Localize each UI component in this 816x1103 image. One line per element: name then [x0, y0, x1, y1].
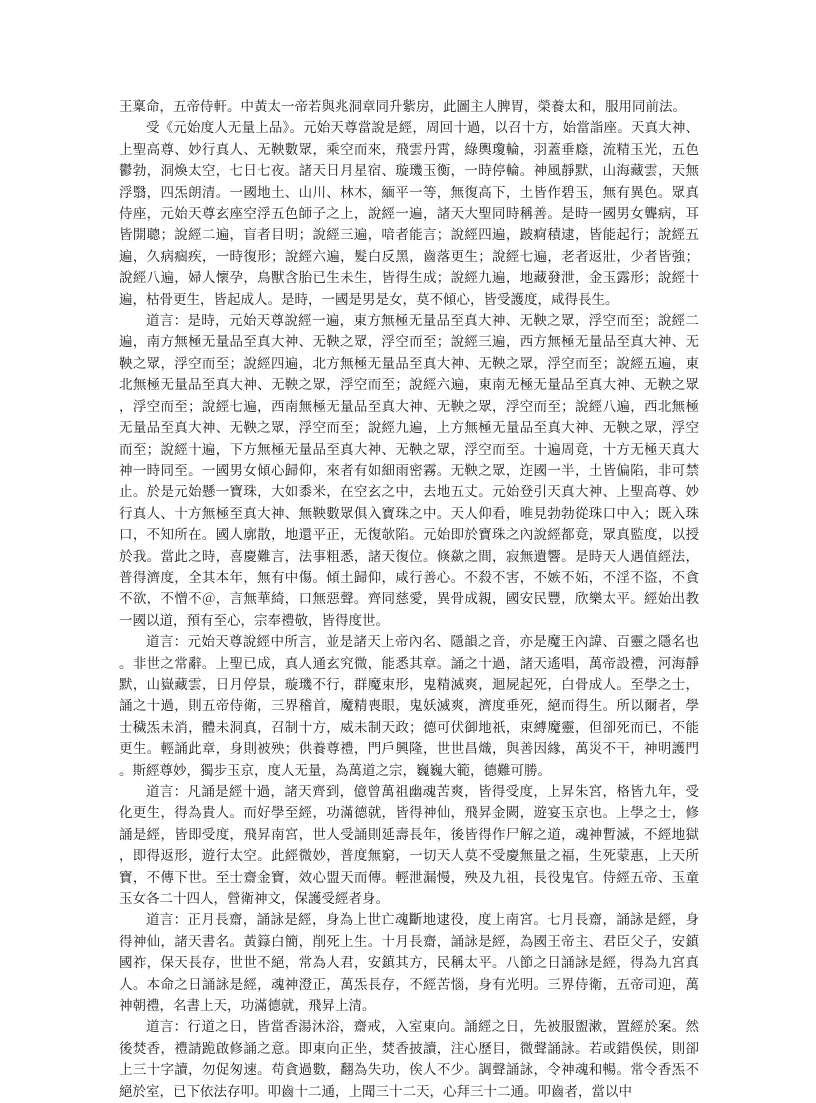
paragraph-6: 道言：正月長齋，誦詠是經，身為上世亡魂斷地逮役，度上南宮。七月長齋，誦詠是經，身得神仙，諸天書名。黃籙白簡，削死上生。十月長齋，誦詠是經，為國王帝主、君臣父子，安鎮國祚，保天長存，世世不絕，常為人君，安鎮其方，民稱太平。八節之日誦詠是經，得為九宮真人。本命之日誦詠是經，魂神澄正，萬炁長存，不經苦惱，身有光明。三界侍衛，五帝司迎，萬神朝禮，名書上天，功滿德就，飛昇上清。	[119, 912, 699, 1015]
document-body	[119, 97, 699, 1103]
paragraph-3: 道言：是時，元始天尊說經一遍，東方無極无量品至真大神、无鞅之眾，浮空而至；說經二遍，南方無極无量品至真大神、无鞅之眾，浮空而至；說經三遍，西方無極无量品至真大神、无鞅之眾，浮空而至；說經四遍，北方無極无量品至真大神、无鞅之眾，浮空而至；說經五遍，東北無極无量品至真大神、无鞅之眾，浮空而至；說經六遍，東南无極无量品至真大神、无鞅之眾，浮空而至；說經七遍，西南無極无量品至真大神、无鞅之眾，浮空而至；說經八遍，西北無極无量品至真大神、无鞅之眾，浮空而至；說經九遍，上方無極无量品至真大神、无鞅之眾，浮空而至；說經十遍，下方無極无量品至真大神、无鞅之眾，浮空而至。十遍周竟，十方无極天真大神一時同至。一國男女傾心歸仰，來者有如細雨密霧。无鞅之眾，迮國一半，土皆偏陷，非可禁止。於是元始懸一寶珠，大如黍米，在空玄之中，去地五丈。元始登引天真大神、上聖高尊、妙行真人、十方無極至真大神、無鞅數眾俱入寶珠之中。天人仰看，唯見勃勃從珠口中入；既入珠口，不知所在。國人廓散，地還平正，无復欹陷。元始即於寶珠之內說經都竟，眾真監度，以授於我。當此之時，喜慶難言，法事粗悉，諸天復位。倏歘之間，寂無遺響。是時天人遇值經法，普得濟度，全其本年，無有中傷。傾土歸仰，咸行善心。不殺不害，不嫉不妬，不淫不盜，不貪不欲，不憎不＠，言無華綺，口無惡聲。齊同慈愛，異骨成親，國安民豐，欣樂太平。經始出教一國以道，預有至心，宗奉禮敬，皆得度世。	[119, 313, 699, 629]
paragraph-1: 王稟命，五帝侍軒。中黃太一帝若與兆洞章同升紫房，此圖主人脾胃，榮養太和，服用同前法。	[119, 99, 686, 115]
paragraph-5: 道言：凡誦是經十過，諸天齊到，億曾萬祖幽魂苦爽，皆得受度，上昇朱宮，格皆九年，受化更生，得為貴人。而好學至經，功滿德就，皆得神仙，飛昇金闕，遊宴玉京也。上學之士，修誦是經，皆即受度，飛昇南宮，世人受誦則延壽長年，後皆得作尸解之道，魂神暫滅，不經地獄，即得返形，遊行太空。此經微妙，普度無窮，一切天人莫不受慶無量之福，生死蒙惠，上天所寶，不傳下世。至士齋金寶，效心盟天而傳。輕泄漏慢，殃及九祖，長役鬼官。侍經五帝、玉童玉女各二十四人，營衛神文，保護受經者身。	[119, 784, 699, 908]
paragraph-2: 受《元始度人无量上品》。元始天尊當說是經，周回十過，以召十方，始當詣座。天真大神、上聖高尊、妙行真人、无鞅數眾，乘空而來，飛雲丹霄，綠輿瓊輪，羽蓋垂廕，流精玉光，五色鬱勃，洞煥太空，七日七夜。諸天日月星宿、璇璣玉衡，一時停輪。神風靜默，山海藏雲，天無浮翳，四炁朗清。一國地土、山川、林木，緬平一等，無復高下，土皆作碧玉，無有異色。眾真侍座，元始天尊玄座空浮五色師子之上，說經一遍，諸天大聖同時稱善。是時一國男女聾病，耳皆開聰；說經二遍，盲者目明；說經三遍，喑者能言；說經四遍，跛痾積逮，皆能起行；說經五遍，久病痼疾，一時復形；說經六遍，髮白反黑，齒落更生；說經七遍，老者返壯，少者皆強；說經八遍，婦人懷孕，鳥獸含胎已生未生，皆得生成；說經九遍，地藏發泄，金玉露形；說經十遍，枯骨更生，皆起成人。是時，一國是男是女，莫不傾心，皆受護度，咸得長生。	[119, 120, 699, 308]
paragraph-4: 道言：元始天尊說經中所言，並是諸天上帝內名、隱韻之音，亦是魔王內諱、百靈之隱名也。非世之常辭。上聖已成，真人通玄究微，能悉其章。誦之十過，諸天遙唱，萬帝設禮，河海靜默，山嶽藏雲，日月停景，璇璣不行，群魔束形，鬼精滅爽，迴屍起死，白骨成人。至學之士，誦之十過，則五帝侍衛，三界稽首，魔精喪眼，鬼妖滅爽，濟度垂死，絕而得生。所以爾者，學士穢炁未消，體未洞真，召制十方，威未制天政；德可伏御地祇，束縛魔靈，但卻死而已，不能更生。輕誦此章，身則被殃；供養尊禮，門戶興隆，世世昌熾，與善因緣，萬災不干，神明護門。斯經尊妙，獨步玉京，度人无量，為萬道之宗，巍巍大範，德難可勝。	[119, 634, 699, 779]
paragraph-7: 道言：行道之日，皆當香湯沐浴，齋戒，入室東向。誦經之日，先被服盥漱，置經於案。然後焚香，禮請跪啟修誦之意。即東向正坐，焚香披讀，注心歷目，微聲誦詠。若或錯俁侯，則卻上三十字讀，勿促匆速。苟貪過數，翻為失功，俟人不少。調聲誦詠，令神魂和暢。常令香炁不絕於室，已下依法存叩。叩齒十二通，上聞三十二天，心拜三十二通。叩齒者，當以中	[119, 1019, 699, 1100]
